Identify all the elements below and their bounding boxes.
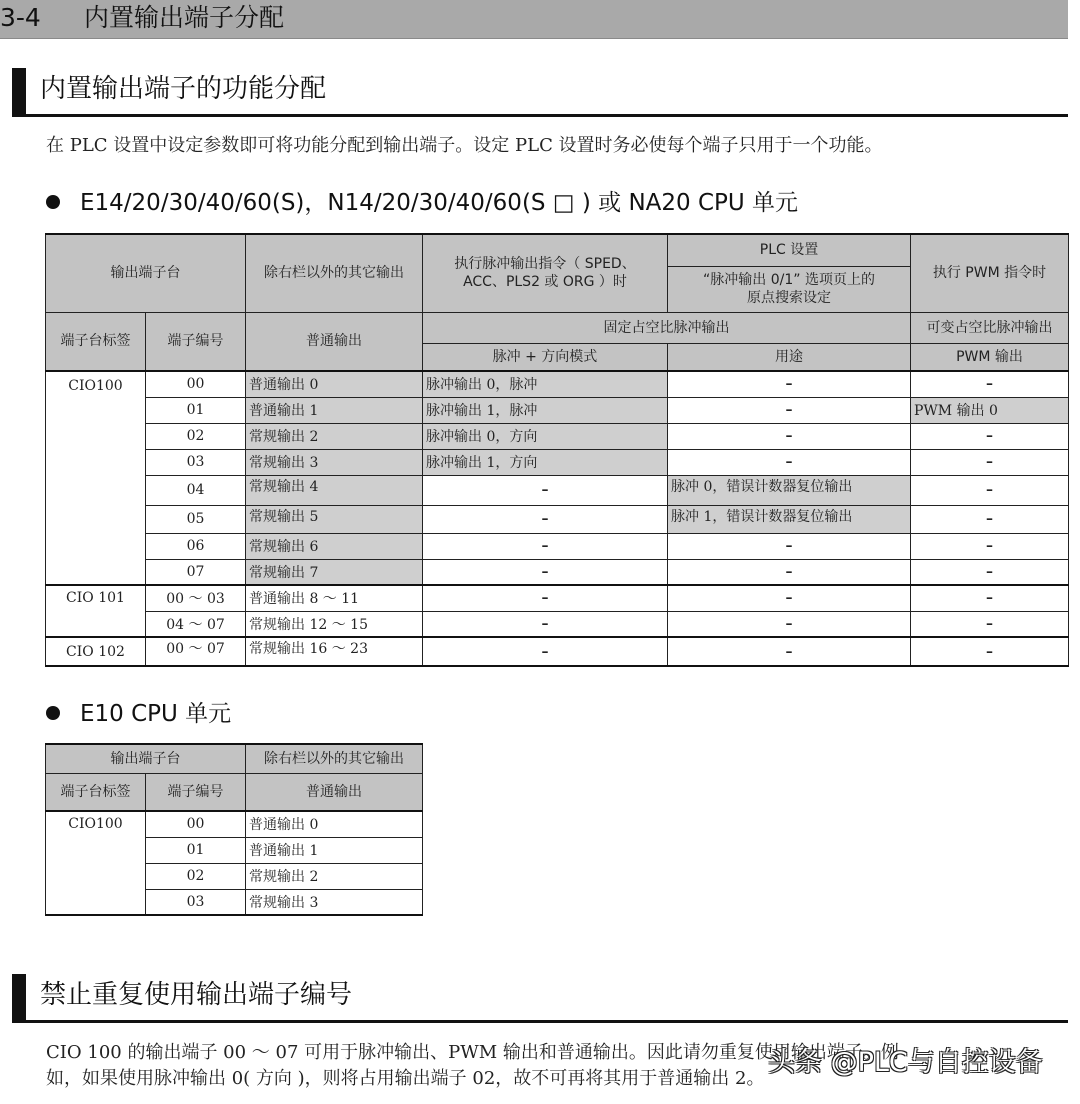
usage-output: – — [668, 449, 911, 475]
table-row — [46, 637, 1069, 666]
usage-output: – — [668, 611, 911, 637]
header-other-outputs: 除右栏以外的其它输出 — [246, 744, 423, 773]
header-normal-output: 普通输出 — [246, 773, 423, 811]
pwm-output: – — [911, 371, 1069, 397]
pwm-output: – — [911, 559, 1069, 585]
pulse-direction-output: 脉冲输出 1，方向 — [423, 449, 668, 475]
usage-output: – — [668, 397, 911, 423]
terminal-label-cio100: CIO100 — [46, 371, 146, 585]
usage-output: – — [668, 423, 911, 449]
usage-output: – — [668, 559, 911, 585]
pulse-direction-output: 脉冲输出 0，方向 — [423, 423, 668, 449]
warning-paragraph-line1: CIO 100 的输出端子 00 ～ 07 可用于脉冲输出、PWM 输出和普通输出。因此请勿重复使用输出端子。例 — [46, 1042, 899, 1063]
section-marker — [12, 68, 26, 114]
header-pwm-instruction: 执行 PWM 指令时 — [911, 234, 1069, 312]
header-origin-search-line2: 原点搜索设定 — [747, 290, 831, 306]
terminal-number: 01 — [146, 837, 246, 863]
terminal-number: 02 — [146, 863, 246, 889]
terminal-label-cio102: CIO 102 — [46, 637, 146, 666]
header-pulse-instruction-line2: ACC、PLS2 或 ORG ）时 — [463, 274, 627, 291]
table1-heading-text: E14/20/30/40/60(S)，N14/20/30/40/60(S □ ) 或 NA20 CPU 单元 — [80, 190, 799, 216]
normal-output: 常规输出 12 ～ 15 — [246, 611, 423, 637]
terminal-label-cio101: CIO 101 — [46, 585, 146, 637]
header-plc-settings: PLC 设置 — [668, 234, 911, 266]
terminal-number: 07 — [146, 559, 246, 585]
usage-output: 脉冲 1，错误计数器复位输出 — [668, 505, 911, 533]
pwm-output: – — [911, 423, 1069, 449]
terminal-number: 01 — [146, 397, 246, 423]
intro-paragraph: 在 PLC 设置中设定参数即可将功能分配到输出端子。设定 PLC 设置时务必使每个端子只用于一个功能。 — [46, 135, 883, 156]
normal-output: 普通输出 0 — [246, 811, 423, 837]
normal-output: 常规输出 16 ～ 23 — [246, 637, 423, 666]
pulse-direction-output: – — [423, 475, 668, 505]
table-row — [46, 559, 1069, 585]
header-pulse-instruction-line1: 执行脉冲输出指令（ SPED、 — [454, 256, 636, 273]
terminal-number: 06 — [146, 533, 246, 559]
header-pulse-instruction — [423, 234, 668, 312]
terminal-number: 04 ～ 07 — [146, 611, 246, 637]
table-row — [46, 475, 1069, 505]
normal-output: 普通输出 8 ～ 11 — [246, 585, 423, 611]
table-row — [46, 449, 1069, 475]
table-row — [46, 371, 1069, 397]
terminal-number: 04 — [146, 475, 246, 505]
terminal-number: 02 — [146, 423, 246, 449]
header-origin-search-line1: “脉冲输出 0/1” 选项页上的 — [703, 272, 875, 288]
normal-output: 常规输出 2 — [246, 863, 423, 889]
table-row — [46, 611, 1069, 637]
normal-output: 常规输出 3 — [246, 449, 423, 475]
watermark: 头条 @PLC与自控设备 — [768, 1047, 1043, 1078]
output-assignment-table — [45, 233, 1069, 667]
normal-output: 常规输出 4 — [246, 475, 423, 505]
table-row — [46, 533, 1069, 559]
normal-output: 普通输出 0 — [246, 371, 423, 397]
section-title: 禁止重复使用输出端子编号 — [40, 980, 353, 1010]
section-marker — [12, 974, 26, 1020]
normal-output: 常规输出 3 — [246, 889, 423, 915]
section-title: 内置输出端子的功能分配 — [40, 74, 327, 104]
section-heading-no-duplicate-use — [12, 970, 1068, 1023]
header-terminal-label: 端子台标签 — [46, 773, 146, 811]
header-fixed-duty-pulse: 固定占空比脉冲输出 — [423, 312, 911, 343]
chapter-number: 3-4 — [0, 3, 41, 32]
pulse-direction-output: – — [423, 505, 668, 533]
header-terminal-number: 端子编号 — [146, 312, 246, 371]
usage-output: 脉冲 0，错误计数器复位输出 — [668, 475, 911, 505]
pwm-output: – — [911, 611, 1069, 637]
usage-output: – — [668, 533, 911, 559]
terminal-number: 05 — [146, 505, 246, 533]
header-terminal-label: 端子台标签 — [46, 312, 146, 371]
header-output-terminal-block: 输出端子台 — [46, 744, 246, 773]
pulse-direction-output: – — [423, 611, 668, 637]
terminal-number: 03 — [146, 449, 246, 475]
pwm-output: – — [911, 533, 1069, 559]
chapter-header-bar — [0, 0, 1068, 39]
pulse-direction-output: – — [423, 585, 668, 611]
pwm-output: – — [911, 449, 1069, 475]
pwm-output: – — [911, 505, 1069, 533]
normal-output: 常规输出 6 — [246, 533, 423, 559]
header-origin-search — [668, 266, 911, 312]
section-heading-function-assignment — [12, 64, 1068, 117]
header-output-terminal-block: 输出端子台 — [46, 234, 246, 312]
header-pulse-direction-mode: 脉冲 + 方向模式 — [423, 343, 668, 371]
table-row — [46, 505, 1069, 533]
pwm-output: – — [911, 585, 1069, 611]
terminal-number: 03 — [146, 889, 246, 915]
usage-output: – — [668, 637, 911, 666]
table-row — [46, 811, 423, 837]
terminal-number: 00 ～ 07 — [146, 637, 246, 666]
normal-output: 常规输出 5 — [246, 505, 423, 533]
table-row — [46, 585, 1069, 611]
pwm-output: – — [911, 637, 1069, 666]
pulse-direction-output: – — [423, 637, 668, 666]
header-pwm-output: PWM 输出 — [911, 343, 1069, 371]
header-usage: 用途 — [668, 343, 911, 371]
terminal-number: 00 — [146, 371, 246, 397]
header-other-outputs: 除右栏以外的其它输出 — [246, 234, 423, 312]
pulse-direction-output: 脉冲输出 1，脉冲 — [423, 397, 668, 423]
normal-output: 常规输出 7 — [246, 559, 423, 585]
table-row — [46, 397, 1069, 423]
header-normal-output: 普通输出 — [246, 312, 423, 371]
normal-output: 普通输出 1 — [246, 837, 423, 863]
header-terminal-number: 端子编号 — [146, 773, 246, 811]
warning-paragraph-line2: 如，如果使用脉冲输出 0( 方向 )，则将占用输出端子 02，故不可再将其用于普通输出 2。 — [46, 1068, 765, 1089]
normal-output: 常规输出 2 — [246, 423, 423, 449]
pulse-direction-output: 脉冲输出 0，脉冲 — [423, 371, 668, 397]
normal-output: 普通输出 1 — [246, 397, 423, 423]
table2-heading — [46, 699, 231, 729]
pulse-direction-output: – — [423, 533, 668, 559]
e10-output-table — [45, 743, 423, 916]
table2-heading-text: E10 CPU 单元 — [80, 701, 232, 727]
usage-output: – — [668, 371, 911, 397]
pwm-output: – — [911, 475, 1069, 505]
terminal-number: 00 — [146, 811, 246, 837]
table-row — [46, 423, 1069, 449]
pwm-output: PWM 输出 0 — [911, 397, 1069, 423]
usage-output: – — [668, 585, 911, 611]
terminal-number: 00 ～ 03 — [146, 585, 246, 611]
bullet-icon — [46, 195, 60, 209]
header-variable-duty-pulse: 可变占空比脉冲输出 — [911, 312, 1069, 343]
chapter-title: 内置输出端子分配 — [84, 3, 285, 32]
pulse-direction-output: – — [423, 559, 668, 585]
terminal-label-cio100: CIO100 — [46, 811, 146, 915]
table1-heading — [46, 188, 798, 218]
bullet-icon — [46, 706, 60, 720]
